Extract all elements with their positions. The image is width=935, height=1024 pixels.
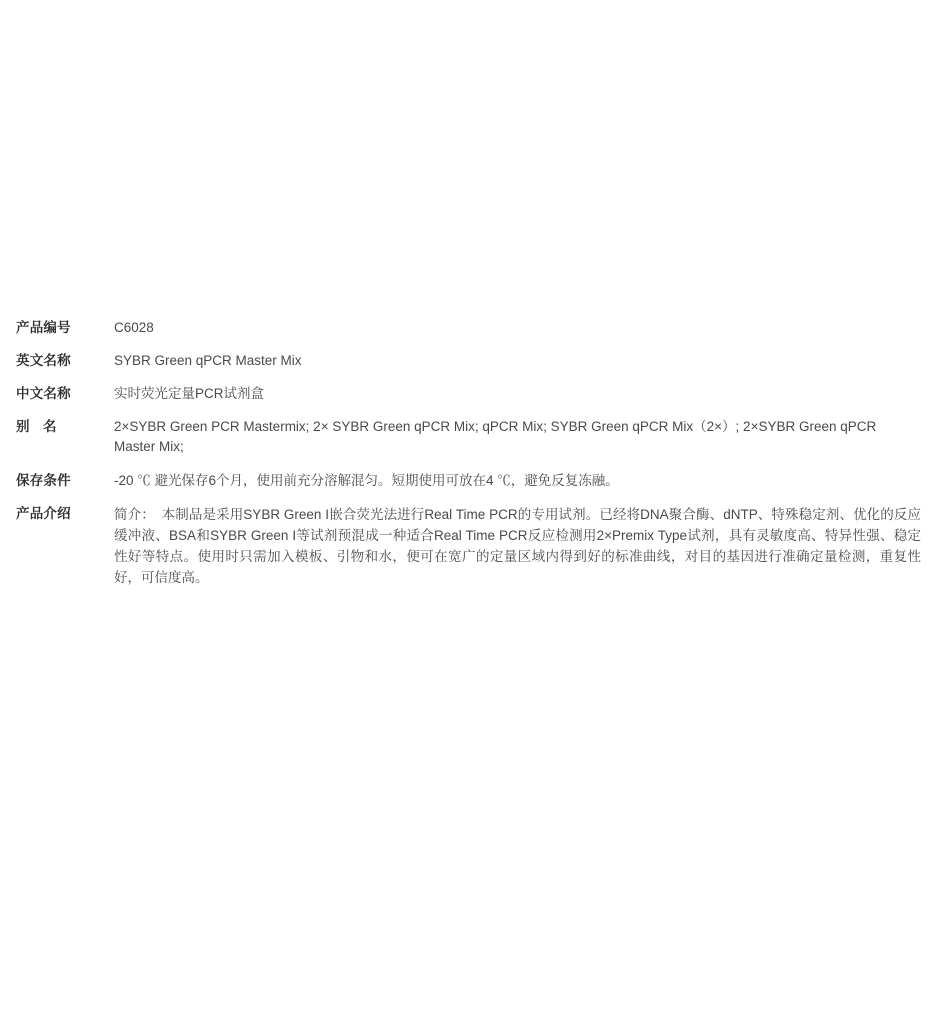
spec-row-product-code xyxy=(16,318,921,337)
product-spec-table xyxy=(16,318,921,602)
value-english-name: SYBR Green qPCR Master Mix xyxy=(114,353,302,368)
label-chinese-name: 中文名称 xyxy=(16,386,71,401)
label-alias: 别 名 xyxy=(16,419,57,434)
value-product-introduction: 简介： 本制品是采用SYBR Green I嵌合荧光法进行Real Time PCR的专用试剂。已经将DNA聚合酶、dNTP、特殊稳定剂、优化的反应缓冲液、BSA和SYBR Green I等试剂预混成一种适合Real Time PCR反应检测用2×Premix Type试剂，具有灵敏度高、特异性强、稳定性好等特点。使用时只需加入模板、引物和水，便可在宽广的定量区域内得到好的标准曲线，对目的基因进行准确定量检测，重复性好，可信度高。 xyxy=(114,507,921,585)
value-alias: 2×SYBR Green PCR Mastermix; 2× SYBR Green qPCR Mix; qPCR Mix; SYBR Green qPCR Mix（2×）; 2×SYBR Green qPCR Master Mix; xyxy=(114,419,877,454)
label-storage-conditions: 保存条件 xyxy=(16,473,71,488)
label-product-code: 产品编号 xyxy=(16,320,71,335)
spec-row-storage-conditions xyxy=(16,471,921,490)
value-product-code: C6028 xyxy=(114,320,154,335)
spec-row-alias xyxy=(16,417,921,457)
label-english-name: 英文名称 xyxy=(16,353,71,368)
spec-row-english-name xyxy=(16,351,921,370)
spec-row-product-introduction xyxy=(16,504,921,588)
value-storage-conditions: -20 ℃ 避光保存6个月，使用前充分溶解混匀。短期使用可放在4 ℃，避免反复冻融。 xyxy=(114,473,619,488)
spec-row-chinese-name xyxy=(16,384,921,403)
label-product-introduction: 产品介绍 xyxy=(16,506,71,521)
value-chinese-name: 实时荧光定量PCR试剂盒 xyxy=(114,386,265,401)
